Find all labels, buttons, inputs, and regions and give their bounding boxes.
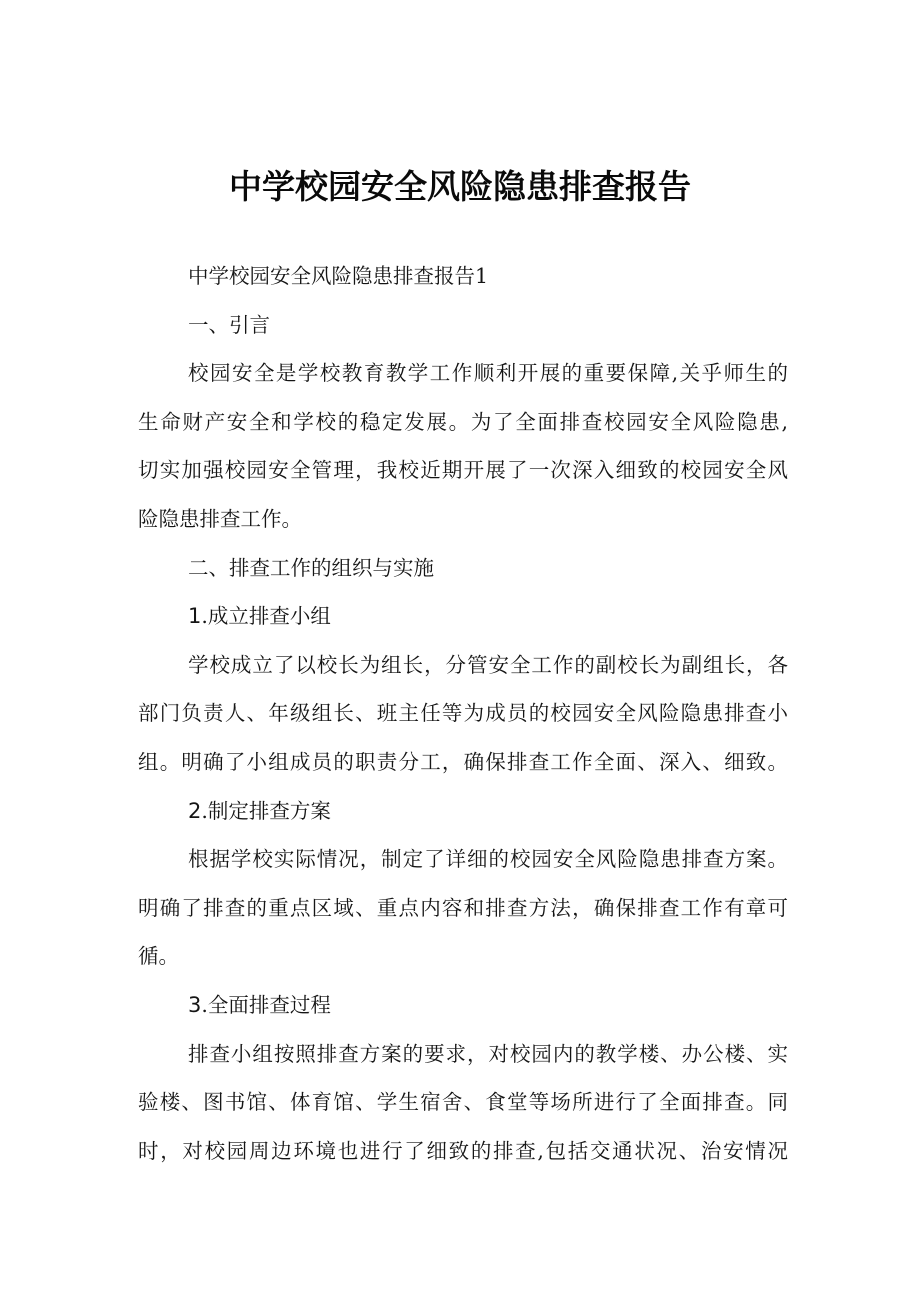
paragraph-line: 根据学校实际情况，制定了详细的校园安全风险隐患排查方案。 bbox=[188, 847, 788, 872]
paragraph-line: 明确了排查的重点区域、重点内容和排查方法，确保排查工作有章可 bbox=[138, 895, 788, 920]
paragraph-line: 组。明确了小组成员的职责分工，确保排查工作全面、深入、细致。 bbox=[138, 749, 788, 774]
subsection-number: 1 bbox=[188, 604, 202, 629]
document-title: 中学校园安全风险隐患排查报告 bbox=[229, 167, 691, 206]
paragraph-line: 验楼、图书馆、体育馆、学生宿舍、食堂等场所进行了全面排查。同 bbox=[138, 1090, 788, 1115]
paragraph-line: 学校成立了以校长为组长，分管安全工作的副校长为副组长，各 bbox=[188, 652, 788, 677]
paragraph-line: 循。 bbox=[138, 944, 179, 969]
paragraph-line: 排查小组按照排查方案的要求，对校园内的教学楼、办公楼、实 bbox=[188, 1041, 788, 1066]
subsection-label: .全面排查过程 bbox=[201, 992, 331, 1017]
subsection-label: .成立排查小组 bbox=[201, 604, 331, 629]
subsection-number: 3 bbox=[188, 992, 202, 1017]
subsection-label: .制定排查方案 bbox=[201, 798, 331, 823]
section-heading-introduction: 一、引言 bbox=[188, 312, 270, 337]
paragraph-line: 生命财产安全和学校的稳定发展。为了全面排查校园安全风险隐患, bbox=[138, 409, 788, 434]
paragraph-line: 时，对校园周边环境也进行了细致的排查,包括交通状况、治安情况 bbox=[138, 1138, 788, 1163]
subsection-heading-2 bbox=[138, 787, 788, 836]
subsection-heading-1 bbox=[138, 592, 788, 641]
paragraph-line: 校园安全是学校教育教学工作顺利开展的重要保障,关乎师生的 bbox=[188, 361, 788, 386]
report-subtitle: 中学校园安全风险隐患排查报告1 bbox=[188, 264, 489, 288]
paragraph-line: 切实加强校园安全管理，我校近期开展了一次深入细致的校园安全风 bbox=[138, 458, 788, 483]
section-heading-organization: 二、排查工作的组织与实施 bbox=[188, 555, 434, 580]
subsection-number: 2 bbox=[188, 798, 202, 823]
document-body bbox=[138, 252, 788, 1175]
paragraph-line: 险隐患排查工作。 bbox=[138, 506, 302, 531]
subsection-heading-3 bbox=[138, 981, 788, 1030]
paragraph-line: 部门负责人、年级组长、班主任等为成员的校园安全风险隐患排查小 bbox=[138, 701, 788, 726]
